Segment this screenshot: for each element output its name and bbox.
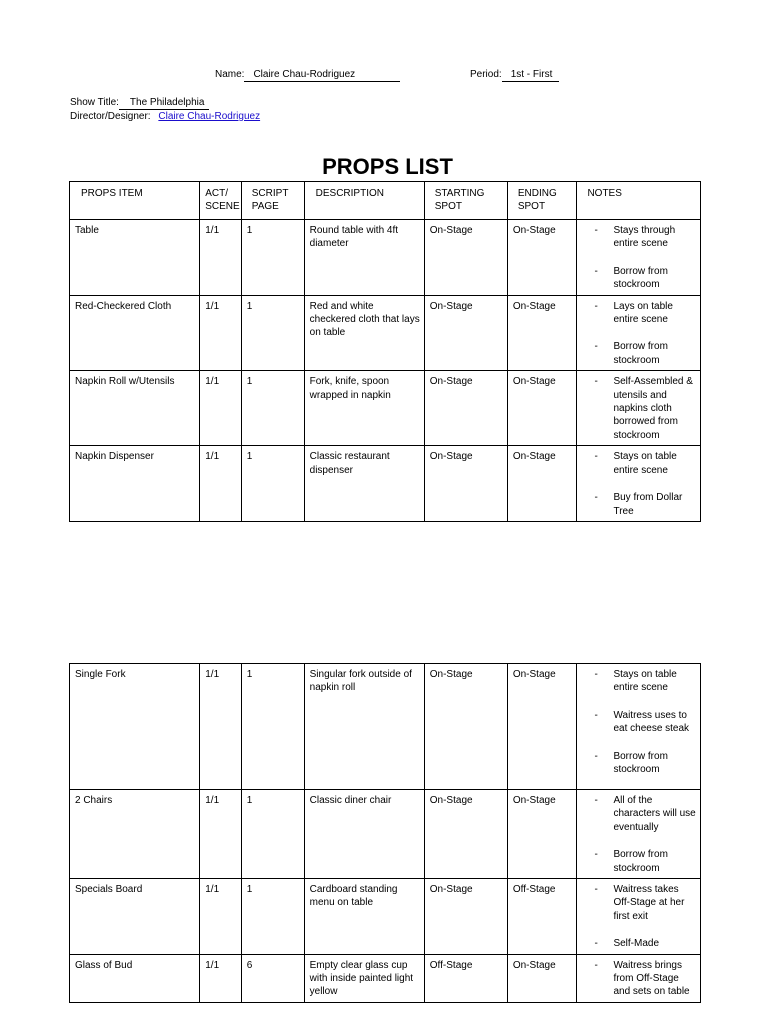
cell-starting-spot: On-Stage	[424, 664, 507, 790]
header-ending-spot: ENDING SPOT	[507, 182, 577, 220]
cell-act-scene: 1/1	[200, 295, 242, 371]
table-row	[70, 220, 701, 296]
cell-props-item: Table	[70, 220, 200, 296]
cell-props-item: Specials Board	[70, 879, 200, 955]
note-item: - Stays through entire scene	[582, 224, 696, 251]
cell-ending-spot: On-Stage	[507, 446, 577, 522]
cell-ending-spot: On-Stage	[507, 371, 577, 446]
note-item: - Borrow from stockroom	[582, 848, 696, 875]
name-label: Name:	[215, 69, 245, 80]
note-item: - All of the characters will use eventually	[594, 795, 696, 833]
cell-script-page: 1	[241, 371, 304, 446]
table-row	[70, 664, 701, 790]
cell-description: Round table with 4ft diameter	[304, 220, 424, 296]
cell-act-scene: 1/1	[200, 371, 242, 446]
cell-props-item: Napkin Roll w/Utensils	[70, 371, 200, 446]
cell-notes	[577, 879, 701, 955]
cell-description: Empty clear glass cup with inside painted light yellow	[304, 954, 424, 1002]
cell-act-scene: 1/1	[200, 879, 242, 955]
director-field	[70, 110, 260, 123]
cell-starting-spot: On-Stage	[424, 446, 507, 522]
note-item: - Self-Assembled & utensils and napkins cloth borrowed from stockroom	[582, 375, 696, 442]
note-item: - Waitress uses to eat cheese steak	[582, 709, 696, 736]
cell-notes	[577, 220, 701, 296]
show-title-label: Show Title:	[70, 97, 119, 108]
note-text: Self-Assembled & utensils and napkins cloth borrowed from stockroom	[613, 376, 693, 441]
cell-props-item: Single Fork	[70, 664, 200, 790]
header-act-scene: ACT/ SCENE	[200, 182, 242, 220]
director-link[interactable]: Claire Chau-Rodriguez	[158, 111, 261, 122]
note-item: - Self-Made	[582, 937, 696, 950]
table-row	[70, 446, 701, 522]
table-row	[70, 954, 701, 1002]
cell-act-scene: 1/1	[200, 790, 242, 879]
cell-ending-spot: On-Stage	[507, 790, 577, 879]
cell-act-scene: 1/1	[200, 220, 242, 296]
cell-script-page: 1	[241, 220, 304, 296]
cell-description: Classic diner chair	[304, 790, 424, 879]
cell-starting-spot: On-Stage	[424, 295, 507, 371]
cell-description: Fork, knife, spoon wrapped in napkin	[304, 371, 424, 446]
cell-description: Cardboard standing menu on table	[304, 879, 424, 955]
table-row	[70, 879, 701, 955]
cell-script-page: 1	[241, 295, 304, 371]
cell-ending-spot: Off-Stage	[507, 879, 577, 955]
note-item: - Lays on table entire scene	[582, 300, 696, 327]
cell-props-item: Glass of Bud	[70, 954, 200, 1002]
cell-notes	[577, 954, 701, 1002]
show-title-value: The Philadelphia	[119, 97, 209, 110]
cell-props-item: Red-Checkered Cloth	[70, 295, 200, 371]
note-text: Self-Made	[613, 938, 660, 950]
cell-notes	[577, 371, 701, 446]
note-item: - Waitress brings from Off-Stage and sets on table	[582, 959, 696, 999]
cell-starting-spot: On-Stage	[424, 790, 507, 879]
name-field	[215, 68, 400, 82]
cell-script-page: 1	[241, 879, 304, 955]
note-item: - Borrow from stockroom	[582, 340, 696, 367]
header-notes: NOTES	[577, 182, 701, 220]
note-text: Lays on table entire scene	[613, 300, 673, 326]
cell-script-page: 6	[241, 954, 304, 1002]
period-field	[470, 68, 559, 82]
table-row	[70, 790, 701, 879]
note-text: Stays through entire scene	[613, 225, 676, 250]
note-text: Borrow from stockroom	[613, 849, 668, 874]
note-item: - Borrow from stockroom	[582, 265, 696, 292]
note-text: Waitress takes Off-Stage at her first exit	[613, 884, 685, 922]
cell-ending-spot: On-Stage	[507, 295, 577, 371]
note-item: - Waitress takes Off-Stage at her first exit	[582, 883, 696, 923]
note-text: Borrow from stockroom	[613, 750, 668, 776]
cell-notes	[577, 446, 701, 522]
cell-description: Red and white checkered cloth that lays on table	[304, 295, 424, 371]
cell-script-page: 1	[241, 446, 304, 522]
note-item: - Buy from Dollar Tree	[582, 491, 696, 518]
cell-act-scene: 1/1	[200, 954, 242, 1002]
cell-act-scene: 1/1	[200, 446, 242, 522]
note-text: Borrow from stockroom	[613, 265, 668, 291]
cell-starting-spot: Off-Stage	[424, 954, 507, 1002]
cell-starting-spot: On-Stage	[424, 220, 507, 296]
name-value: Claire Chau-Rodriguez	[244, 69, 400, 82]
period-value: 1st - First	[502, 69, 559, 82]
cell-notes	[577, 295, 701, 371]
header-props-item: PROPS ITEM	[70, 182, 200, 220]
note-text: Buy from Dollar Tree	[613, 492, 683, 517]
props-table-continued	[69, 663, 701, 1003]
director-label: Director/Designer:	[70, 111, 151, 122]
cell-starting-spot: On-Stage	[424, 879, 507, 955]
table-row	[70, 371, 701, 446]
cell-description: Classic restaurant dispenser	[304, 446, 424, 522]
note-item: - Stays on table entire scene	[582, 450, 696, 477]
table-header-row	[70, 182, 701, 220]
cell-act-scene: 1/1	[200, 664, 242, 790]
show-title-field	[70, 96, 209, 110]
note-text: Stays on table entire scene	[613, 669, 677, 694]
cell-script-page: 1	[241, 790, 304, 879]
cell-props-item: 2 Chairs	[70, 790, 200, 879]
note-text: Stays on table entire scene	[613, 451, 677, 476]
cell-ending-spot: On-Stage	[507, 954, 577, 1002]
cell-ending-spot: On-Stage	[507, 664, 577, 790]
cell-props-item: Napkin Dispenser	[70, 446, 200, 522]
note-item: - Stays on table entire scene	[582, 668, 696, 695]
cell-ending-spot: On-Stage	[507, 220, 577, 296]
note-text: Borrow from stockroom	[613, 341, 668, 366]
table-row	[70, 295, 701, 371]
header-starting-spot: STARTING SPOT	[424, 182, 507, 220]
note-text: Waitress brings from Off-Stage and sets on table	[613, 959, 690, 998]
note-text: Waitress uses to eat cheese steak	[613, 709, 690, 735]
page-title: PROPS LIST	[322, 154, 453, 179]
cell-notes	[577, 664, 701, 790]
header-description: DESCRIPTION	[304, 182, 424, 220]
header-script-page: SCRIPT PAGE	[241, 182, 304, 220]
note-item: - Borrow from stockroom	[582, 750, 696, 777]
cell-notes	[577, 790, 701, 879]
cell-description: Singular fork outside of napkin roll	[304, 664, 424, 790]
period-label: Period:	[470, 69, 502, 80]
cell-script-page: 1	[241, 664, 304, 790]
cell-starting-spot: On-Stage	[424, 371, 507, 446]
note-text: All of the characters will use eventually	[613, 795, 696, 833]
props-table	[69, 181, 701, 522]
